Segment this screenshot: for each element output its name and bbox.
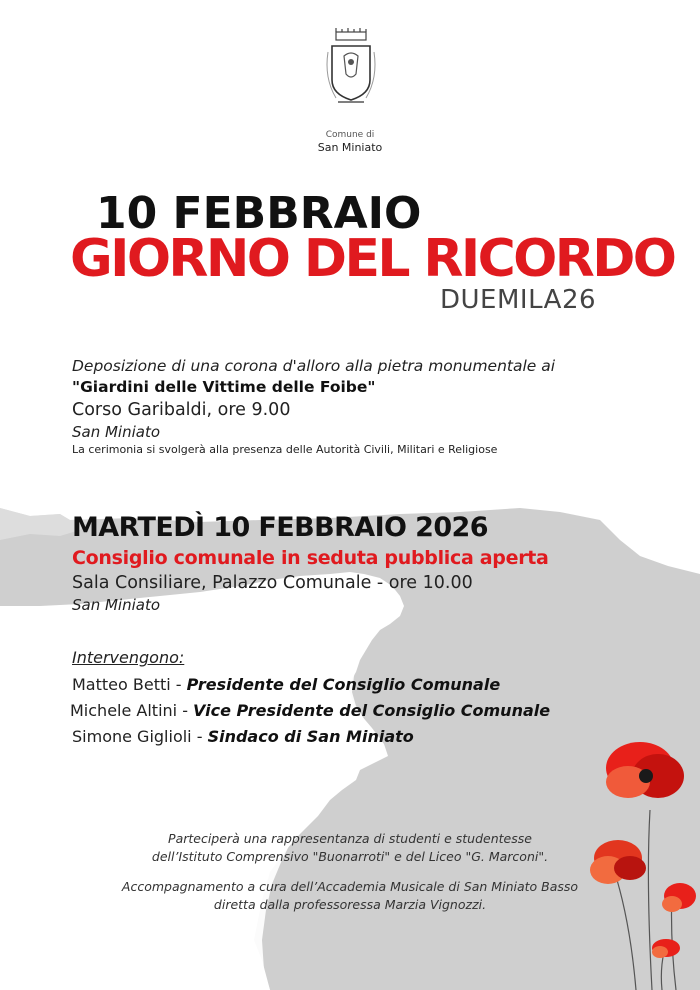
- crest-caption-town: San Miniato: [317, 141, 383, 154]
- speaker-role: Presidente del Consiglio Comunale: [186, 675, 501, 694]
- event1-note: La cerimonia si svolgerà alla presenza delle Autorità Civili, Militari e Religiose: [72, 443, 498, 456]
- closing-line-2: dell’Istituto Comprensivo "Buonarroti" e del Liceo "G. Marconi".: [151, 849, 549, 864]
- closing-line-4: diretta dalla professoressa Marzia Vignozzi.: [213, 897, 487, 912]
- event-wreath-ceremony: [72, 356, 632, 458]
- closing-line-3: Accompagnamento a cura dell’Accademia Musicale di San Miniato Basso: [121, 879, 579, 894]
- speakers-label: Intervengono:: [72, 648, 185, 667]
- event-council-session: [72, 511, 682, 615]
- speaker-item: [72, 674, 500, 696]
- event2-heading: MARTEDÌ 10 FEBBRAIO 2026: [72, 512, 488, 543]
- crest-caption-small: Comune di: [325, 130, 375, 140]
- headline-date: 10 FEBBRAIO: [96, 188, 422, 239]
- speaker-item: [72, 726, 414, 748]
- speaker-role: Vice Presidente del Consiglio Comunale: [193, 701, 551, 720]
- event2-city: San Miniato: [72, 596, 161, 614]
- speaker-name: Matteo Betti -: [72, 675, 187, 694]
- crest-caption: [300, 130, 400, 155]
- event1-city: San Miniato: [72, 423, 161, 441]
- closing-notes: [110, 830, 590, 914]
- speaker-name: Simone Giglioli -: [72, 727, 208, 746]
- municipal-crest-icon: [322, 28, 380, 114]
- event2-address: Sala Consiliare, Palazzo Comunale - ore 10.00: [72, 573, 473, 593]
- speaker-role: Sindaco di San Miniato: [207, 727, 414, 746]
- headline-year: DUEMILA26: [440, 285, 597, 315]
- speaker-name: Michele Altini -: [70, 701, 194, 720]
- closing-line-1: Parteciperà una rappresentanza di studenti e studentesse: [168, 831, 532, 846]
- event2-subheading: Consiglio comunale in seduta pubblica aperta: [72, 547, 549, 569]
- headline-title: GIORNO DEL RICORDO: [70, 229, 675, 289]
- poppy-flowers-icon: [580, 720, 700, 990]
- event1-address: Corso Garibaldi, ore 9.00: [72, 400, 291, 420]
- event1-description: Deposizione di una corona d'alloro alla pietra monumentale ai: [72, 357, 556, 375]
- speaker-item: [70, 700, 550, 722]
- event1-place: "Giardini delle Vittime delle Foibe": [72, 378, 376, 396]
